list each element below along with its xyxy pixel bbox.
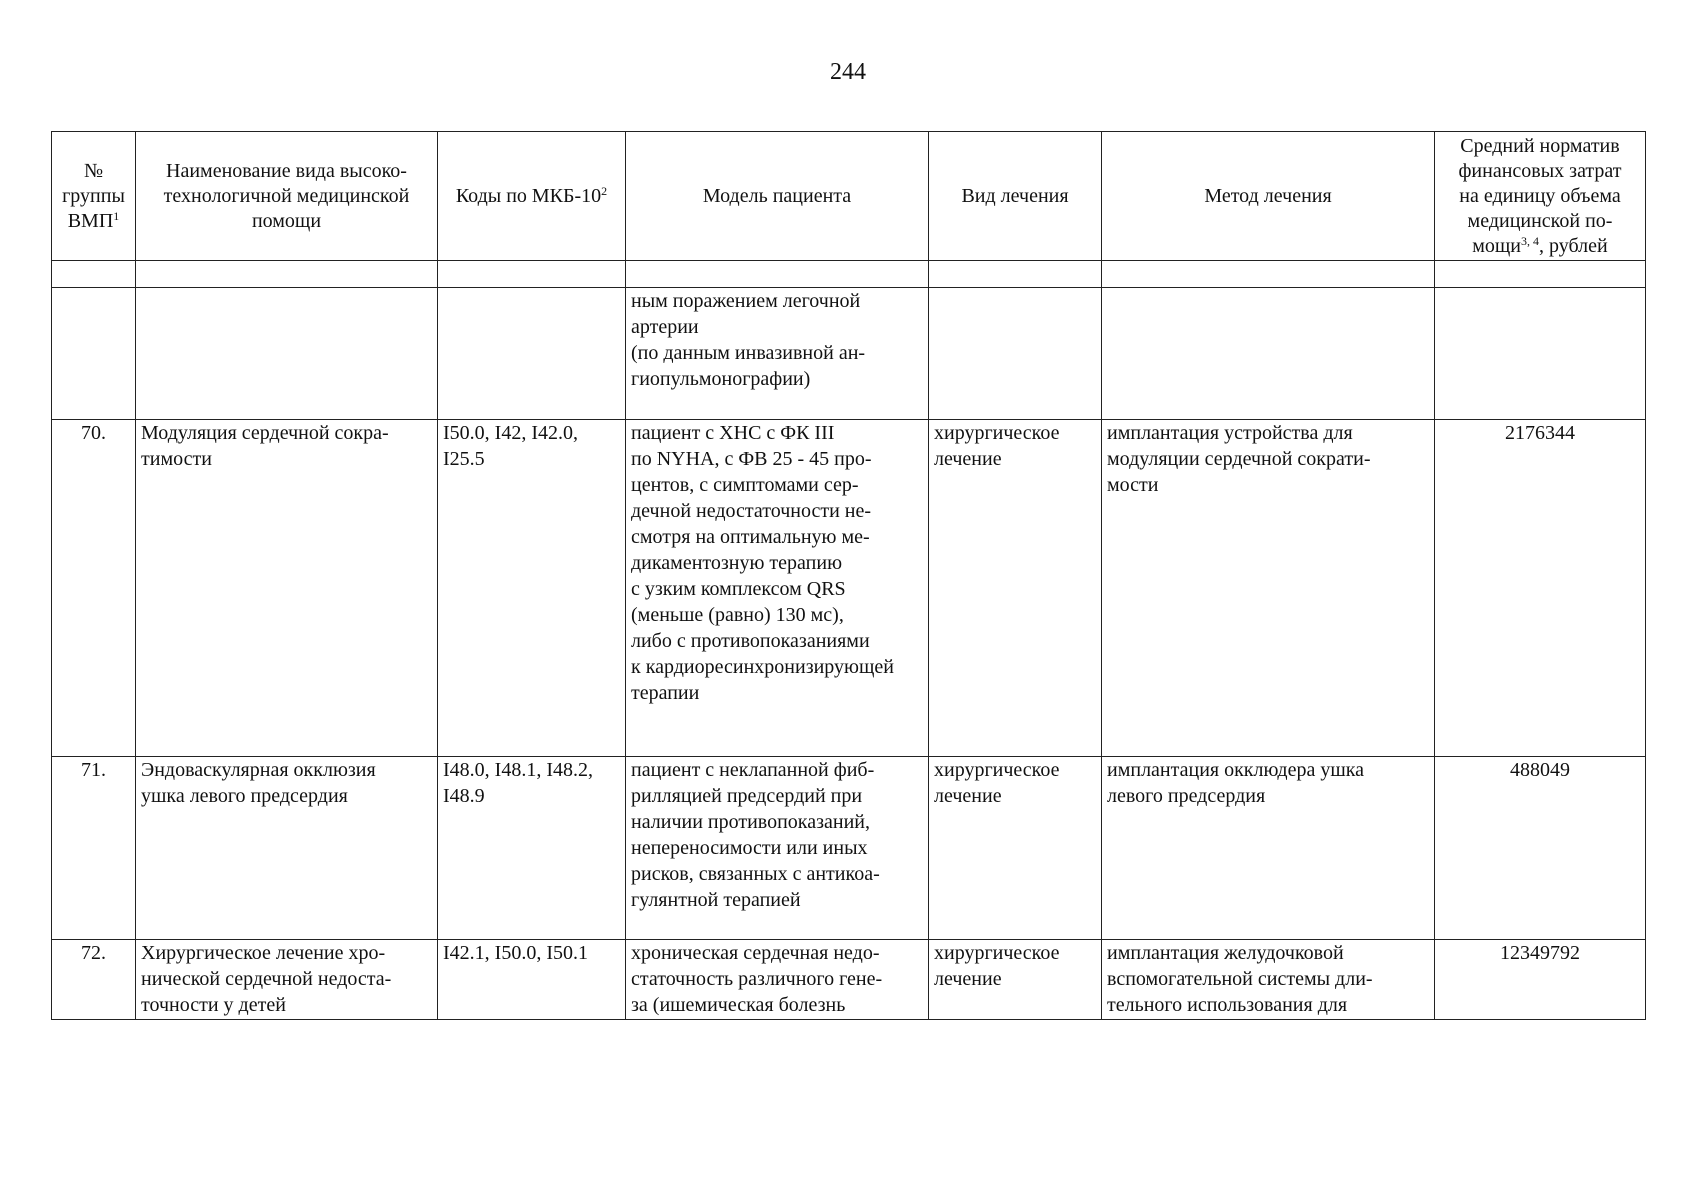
footnote-mark: 2 — [601, 183, 608, 198]
group-number: 70. — [52, 420, 136, 757]
patient-model: ным поражением легочной артерии (по данным инвазивной ан- гиопульмонографии) — [626, 288, 929, 420]
header-patient-model: Модель пациента — [626, 132, 929, 261]
cost-value: 12349792 — [1435, 940, 1646, 1020]
patient-model: хроническая сердечная недо- статочность различного гене- за (ишемическая болезнь — [626, 940, 929, 1020]
footnote-mark: 3, 4 — [1521, 233, 1540, 248]
group-number: 72. — [52, 940, 136, 1020]
treatment-method: имплантация желудочковой вспомогательной системы дли- тельного использования для — [1102, 940, 1435, 1020]
footnote-mark: 1 — [113, 208, 120, 223]
header-group-number: № группы ВМП$^1$ — [52, 132, 136, 261]
table-row — [52, 420, 1646, 757]
header-treatment-method: Метод лечения — [1102, 132, 1435, 261]
cost-value: 488049 — [1435, 757, 1646, 940]
header-care-name: Наименование вида высоко- технологичной медицинской помощи — [136, 132, 438, 261]
care-name: Модуляция сердечной сокра- тимости — [136, 420, 438, 757]
page-number: 244 — [830, 59, 866, 85]
icd-codes — [438, 288, 626, 420]
vmp-table — [51, 131, 1646, 1020]
group-number: 71. — [52, 757, 136, 940]
treatment-type: хирургическое лечение — [929, 757, 1102, 940]
patient-model: пациент с ХНС с ФК III по NYHA, с ФВ 25 - 45 про- центов, с симптомами сер- дечной недостаточности не- смотря на оптимальную ме- дикаментозную терапию с узким комплексом QRS (меньше (равно) 130 мс), либо с противопоказаниями к кардиоресинхронизирующей терапии — [626, 420, 929, 757]
header-treatment-type: Вид лечения — [929, 132, 1102, 261]
table-header-row — [52, 132, 1646, 261]
treatment-type: хирургическое лечение — [929, 420, 1102, 757]
care-name — [136, 288, 438, 420]
icd-codes: I50.0, I42, I42.0, I25.5 — [438, 420, 626, 757]
treatment-method: имплантация окклюдера ушка левого предсердия — [1102, 757, 1435, 940]
treatment-method — [1102, 288, 1435, 420]
header-spacer-row — [52, 261, 1646, 288]
treatment-type — [929, 288, 1102, 420]
patient-model: пациент с неклапанной фиб- рилляцией предсердий при наличии противопоказаний, непереносимости или иных рисков, связанных с антикоа- гулянтной терапией — [626, 757, 929, 940]
header-icd-codes: Коды по МКБ-$10^2$ — [438, 132, 626, 261]
table-row — [52, 288, 1646, 420]
table-row — [52, 757, 1646, 940]
treatment-method: имплантация устройства для модуляции сердечной сократи- мости — [1102, 420, 1435, 757]
header-cost: Средний норматив финансовых затрат на единицу объема медицинской по- мощи$^{3, 4}$, рублей — [1435, 132, 1646, 261]
treatment-type: хирургическое лечение — [929, 940, 1102, 1020]
cost-value — [1435, 288, 1646, 420]
care-name: Эндоваскулярная окклюзия ушка левого предсердия — [136, 757, 438, 940]
icd-codes: I42.1, I50.0, I50.1 — [438, 940, 626, 1020]
icd-codes: I48.0, I48.1, I48.2, I48.9 — [438, 757, 626, 940]
cost-value: 2176344 — [1435, 420, 1646, 757]
table-row — [52, 940, 1646, 1020]
care-name: Хирургическое лечение хро- нической сердечной недоста- точности у детей — [136, 940, 438, 1020]
group-number — [52, 288, 136, 420]
